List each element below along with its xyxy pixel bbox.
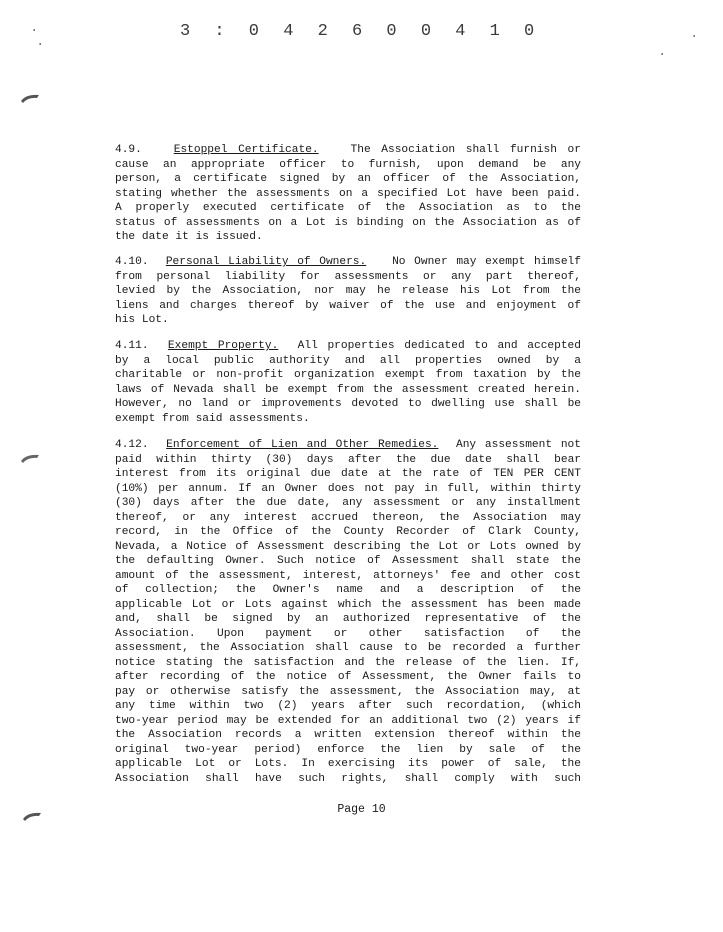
text-line: charitable or non-profit organization exempt from taxation by the	[115, 369, 581, 381]
section-number: 4.12.	[115, 439, 149, 451]
text-line: paid within thirty (30) days after the due date shall bear	[115, 453, 581, 466]
text-line: laws of Nevada shall be exempt from the assessment created herein.	[115, 383, 581, 396]
text-line: (10%) per annum. If an Owner does not pay in full, within thirty	[115, 482, 581, 495]
text-line: Association shall have such rights, shall comply with such	[115, 772, 581, 785]
text-line: All properties dedicated to and accepted	[297, 340, 581, 352]
scan-speck: ·	[690, 29, 699, 45]
text-line: interest from its original due date at the rate of TEN PER CENT	[115, 468, 581, 480]
text-line: (30) days after the due date, any assessment or any installment	[115, 497, 581, 509]
scan-speck: ·	[30, 23, 39, 39]
text-line: stating whether the assessments on a specified Lot have been paid.	[115, 187, 581, 200]
text-line: person, a certificate signed by an officer of the Association,	[115, 173, 581, 185]
text-line: record, in the Office of the County Recorder of Clark County,	[115, 526, 581, 538]
section-heading: Exempt Property.	[167, 340, 279, 352]
text-line: his Lot.	[115, 314, 169, 326]
text-line: and, shall be signed by an authorized representative of the	[115, 613, 581, 625]
section-number: 4.9.	[115, 144, 142, 156]
text-line: amount of the assessment, interest, attorneys' fee and other cost	[115, 569, 581, 582]
document-number: 3 : 0 4 2 6 0 0 4 1 0	[180, 22, 542, 41]
text-line: by a local public authority and all properties owned by a	[115, 354, 581, 367]
text-line: notice stating the satisfaction and the release of the lien. If,	[115, 656, 581, 669]
text-line: original two-year period) enforce the lien by sale of the	[115, 743, 581, 756]
section-number: 4.10.	[115, 256, 149, 268]
text-line: status of assessments on a Lot is binding on the Association as of	[115, 216, 581, 229]
section-number: 4.11.	[115, 340, 149, 352]
text-line: However, no land or improvements devoted to dwelling use shall be	[115, 398, 581, 410]
section-heading: Estoppel Certificate.	[173, 144, 319, 156]
text-line: exempt from said assessments.	[115, 412, 310, 425]
text-line: levied by the Association, nor may he release his Lot from the	[115, 285, 581, 297]
text-line: the defaulting Owner. Such notice of Assessment shall state the	[115, 555, 581, 567]
section-heading: Enforcement of Lien and Other Remedies.	[166, 439, 439, 451]
text-line: Nevada, a Notice of Assessment describing the Lot or Lots owned by	[115, 540, 581, 553]
text-line: No Owner may exempt himself	[392, 256, 581, 268]
text-line: The Association shall furnish or	[350, 144, 581, 156]
text-line: Association. Upon payment or other satisfaction of the	[115, 627, 581, 640]
text-line: cause an appropriate officer to furnish, upon demand be any	[115, 158, 581, 171]
text-line: Any assessment not	[455, 439, 581, 451]
binder-hole-mark	[20, 92, 40, 104]
text-line: from personal liability for assessments or any part thereof,	[115, 270, 581, 283]
scan-speck: ·	[658, 47, 667, 63]
section-4-9	[115, 143, 581, 245]
text-line: after recording of the notice of Assessment, the Owner fails to	[115, 671, 581, 683]
text-line: of collection; the Owner's name and a description of the	[115, 584, 581, 596]
page-number: Page 10	[337, 803, 386, 816]
text-line: pay or otherwise satisfy the assessment, the Association may, at	[115, 685, 581, 698]
scan-speck: ·	[36, 37, 45, 53]
binder-hole-mark	[20, 452, 40, 464]
text-line: any time within two (2) years after such recordation, (which	[115, 700, 581, 712]
section-heading: Personal Liability of Owners.	[165, 256, 367, 268]
text-line: the date it is issued.	[115, 231, 263, 243]
text-line: thereof, or any interest accrued thereon, the Association may	[115, 511, 581, 524]
section-4-12	[115, 438, 581, 786]
text-line: assessment, the Association shall cause to be recorded a further	[115, 642, 581, 654]
section-4-11	[115, 339, 581, 426]
section-4-10	[115, 255, 581, 328]
text-line: applicable Lot or Lots against which the assessment has been made	[115, 598, 581, 611]
text-line: liens and charges thereof by waiver of the use and enjoyment of	[115, 299, 581, 312]
text-line: applicable Lot or Lots. In exercising its power of sale, the	[115, 758, 581, 770]
text-line: the Association records a written extension thereof within the	[115, 729, 581, 741]
text-line: A properly executed certificate of the Association as to the	[115, 202, 581, 214]
text-line: two-year period may be extended for an additional two (2) years if	[115, 714, 581, 727]
